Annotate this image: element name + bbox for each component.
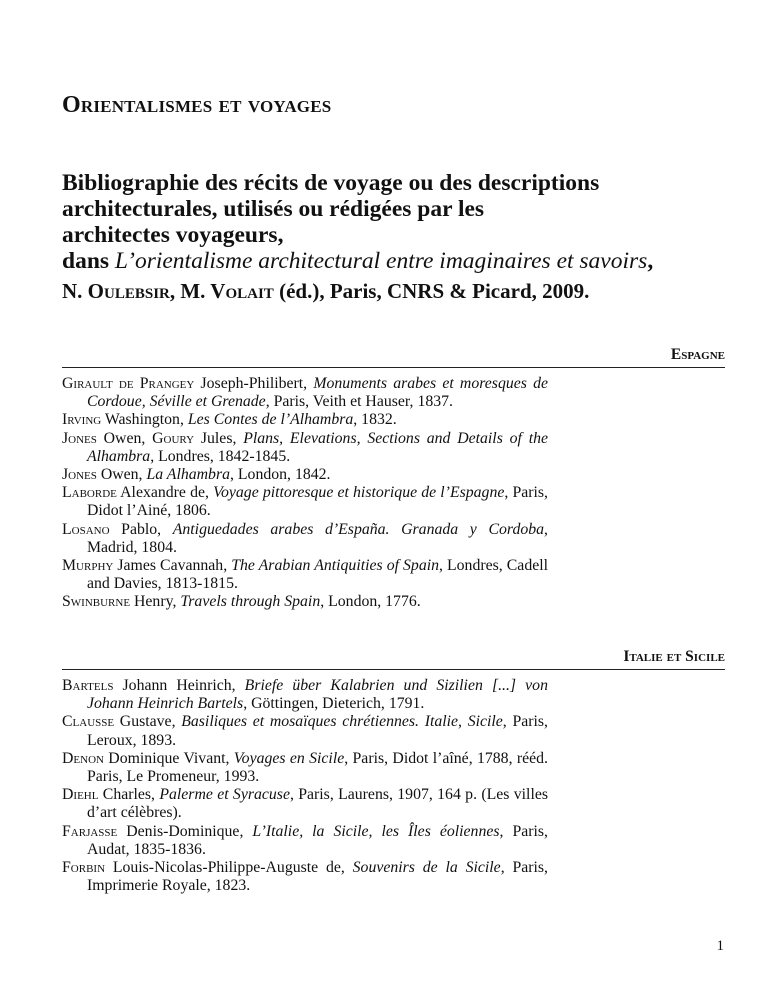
entry-author: Bartels: [62, 677, 114, 694]
bibliography-entry: [62, 557, 548, 593]
entry-publication: , Madrid, 1804.: [87, 520, 548, 556]
entry-text: Joseph-Philibert,: [194, 375, 314, 392]
entry-text: Washington,: [101, 411, 188, 429]
section-rule-italie-sicile: [62, 669, 725, 670]
editor-1: N. Oulebsir: [62, 279, 170, 303]
section-heading-espagne: Espagne: [670, 346, 725, 363]
entry-title: Monuments arabes et moresques de Cordoue, Séville et Grenade: [87, 375, 548, 411]
entry-publication: , 1832.: [353, 411, 397, 429]
entry-text: Owen,: [96, 466, 147, 484]
entry-publication: , London, 1776.: [320, 593, 421, 611]
entry-text: James Cavannah,: [113, 557, 232, 575]
entry-author: Diehl: [62, 786, 99, 804]
book-title-comma: ,: [647, 248, 654, 274]
entry-publication: , Londres, Cadell and Davies, 1813-1815.: [87, 557, 549, 593]
bibliography-entry: [62, 786, 548, 822]
entry-author: Denon: [62, 749, 104, 767]
bibliography-entry: [62, 593, 548, 611]
entry-text: Johann Heinrich,: [113, 677, 245, 694]
entry-publication: , Paris, Audat, 1835-1836.: [87, 822, 548, 858]
entry-author: Murphy: [62, 557, 114, 575]
entry-publication: , Paris, Didot l’Ainé, 1806.: [87, 484, 548, 520]
entry-text: Owen,: [96, 429, 153, 447]
entry-text: Louis-Nicolas-Philippe-Auguste de,: [105, 859, 353, 877]
entry-author: Clausse: [62, 713, 115, 731]
entry-title: Les Contes de l’Alhambra: [187, 411, 354, 429]
section-rule-espagne: [62, 367, 725, 368]
entry-text: Alexandre de,: [116, 484, 214, 502]
entry-title: Palerme et Syracuse: [159, 786, 290, 804]
entry-author: Girault de Prangey: [62, 375, 195, 392]
bibliography-entry: [62, 823, 548, 859]
title-line-3: architectes voyageurs,: [62, 222, 284, 248]
title-line-2: architecturales, utilisés ou rédigées par les: [62, 196, 485, 222]
bibliography-entry: [62, 484, 548, 520]
entry-publication: , Paris, Veith et Hauser, 1837.: [265, 393, 453, 411]
entry-text: Charles,: [98, 786, 160, 804]
entry-title: La Alhambra: [146, 466, 230, 484]
entry-publication: , Göttingen, Dieterich, 1791.: [243, 695, 425, 713]
entry-coauthor: Goury: [152, 429, 195, 447]
entry-title: Briefe über Kalabrien und Sizilien [...] von Johann Heinrich Bartels: [87, 677, 548, 713]
bibliography-entry: [62, 466, 548, 484]
entry-author: Losano: [62, 520, 110, 538]
entry-author: Irving: [62, 411, 102, 429]
bibliography-entry: [62, 713, 548, 749]
editor-separator: ,: [169, 279, 181, 303]
bibliography-entry: [62, 677, 548, 713]
book-title: L’orientalisme architectural entre imaginaires et savoirs: [114, 248, 648, 274]
entry-title: Antiguedades arabes d’España. Granada y Cordoba: [172, 520, 545, 538]
main-title: [62, 170, 722, 304]
in-prefix: dans: [62, 248, 110, 274]
bibliography-entry: [62, 430, 548, 466]
bibliography-list-italie-sicile: [62, 677, 548, 895]
entry-author: Swinburne: [62, 593, 131, 611]
entry-title: The Arabian Antiquities of Spain: [231, 557, 440, 575]
entry-text: Denis-Dominique,: [117, 822, 253, 840]
entry-title: Voyage pittoresque et historique de l’Espagne: [213, 484, 505, 502]
bibliography-entry: [62, 859, 548, 895]
entry-publication: , Londres, 1842-1845.: [150, 447, 291, 465]
bibliography-entry: [62, 375, 548, 411]
entry-text: Gustave,: [114, 713, 182, 731]
section-heading-italie-sicile: Italie et Sicile: [623, 648, 725, 665]
bibliography-entry: [62, 750, 548, 786]
entry-text: Dominique Vivant,: [103, 749, 234, 767]
entry-title: Basiliques et mosaïques chrétiennes. Italie, Sicile: [181, 713, 503, 731]
entry-author: Laborde: [62, 484, 117, 502]
entry-text: Henry,: [130, 593, 181, 611]
book-reference: [62, 248, 722, 274]
entry-publication: , Paris, Leroux, 1893.: [87, 713, 548, 749]
entry-publication: , Paris, Didot l’aîné, 1788, rééd. Paris, Le Promeneur, 1993.: [87, 749, 548, 786]
entry-title: Voyages en Sicile: [233, 749, 345, 767]
entry-author: Forbin: [62, 859, 106, 877]
series-title: Orientalismes et voyages: [62, 92, 332, 118]
entry-publication: , Paris, Laurens, 1907, 164 p. (Les villes d’art célèbres).: [87, 786, 548, 822]
entry-text: Jules,: [194, 429, 244, 447]
bibliography-entry: [62, 521, 548, 557]
entry-text: Pablo,: [109, 520, 173, 538]
entry-author: Jones: [62, 429, 97, 447]
entry-title: L’Italie, la Sicile, les Îles éoliennes: [252, 822, 500, 840]
entry-author: Jones: [62, 466, 97, 484]
entry-publication: , London, 1842.: [230, 466, 331, 484]
entry-publication: , Paris, Imprimerie Royale, 1823.: [87, 859, 548, 895]
entry-title: Travels through Spain: [180, 593, 321, 611]
entry-title: Souvenirs de la Sicile: [352, 859, 501, 877]
entry-author: Farjasse: [62, 822, 118, 840]
bibliography-entry: [62, 411, 548, 429]
editor-2: M. Volait: [180, 279, 274, 303]
entry-title: Plans, Elevations, Sections and Details of the Alhambra: [87, 429, 548, 465]
title-line-1: Bibliographie des récits de voyage ou des descriptions: [62, 170, 600, 196]
editors-line: [62, 278, 722, 304]
bibliography-list-espagne: [62, 375, 548, 612]
page-number: 1: [716, 938, 724, 954]
publication-info: (éd.), Paris, CNRS & Picard, 2009.: [273, 279, 590, 303]
